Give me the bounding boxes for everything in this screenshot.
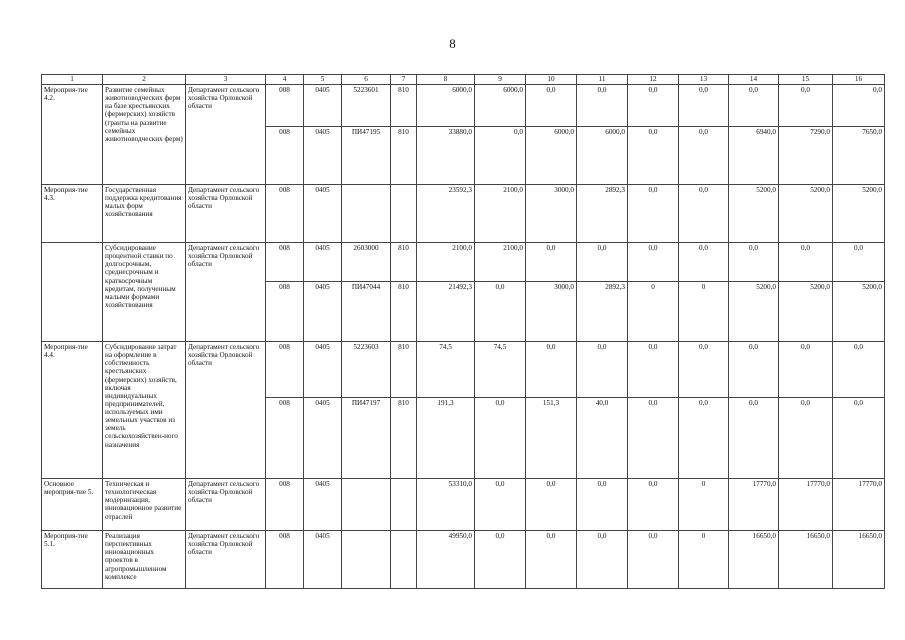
table-cell: 0405 [304, 398, 342, 479]
table-cell: 53310,0 [417, 479, 475, 531]
table-cell: ПИ47195 [342, 127, 391, 185]
table-cell [342, 479, 391, 531]
table-row [42, 243, 885, 282]
measure-title: Реализация перспективных инновационных проектов в агропромышленном комплексе [103, 531, 186, 589]
table-cell: 0,0 [729, 342, 779, 398]
table-cell [391, 479, 417, 531]
table-cell: 0405 [304, 479, 342, 531]
table-row [42, 342, 885, 398]
table-cell: 0,0 [526, 342, 577, 398]
table-cell: 6000,0 [526, 127, 577, 185]
table-cell: 0,0 [628, 398, 679, 479]
table-cell: 3000,0 [526, 282, 577, 342]
table-cell: 810 [391, 243, 417, 282]
table-cell: 0,0 [628, 342, 679, 398]
table-cell: 16650,0 [833, 531, 885, 589]
responsible-dept: Департамент сельского хозяйства Орловской области [186, 479, 266, 531]
table-cell: 0405 [304, 531, 342, 589]
col-header: 8 [417, 75, 475, 85]
table-cell: 0,0 [628, 243, 679, 282]
table-cell: 0,0 [833, 243, 885, 282]
table-cell: 0,0 [526, 531, 577, 589]
table-cell: 2100,0 [475, 185, 526, 243]
table-cell: 0,0 [628, 85, 679, 127]
table-cell: 008 [266, 479, 304, 531]
table-cell: 008 [266, 243, 304, 282]
table-cell: 6000,0 [577, 127, 628, 185]
table-cell [391, 185, 417, 243]
table-cell: 0,0 [475, 531, 526, 589]
col-header: 12 [628, 75, 679, 85]
table-cell: 0,0 [679, 398, 729, 479]
table-cell: 6940,0 [729, 127, 779, 185]
table-cell: ПИ47044 [342, 282, 391, 342]
table-cell: 810 [391, 398, 417, 479]
responsible-dept: Департамент сельского хозяйства Орловской области [186, 85, 266, 185]
table-cell: 0,0 [577, 85, 628, 127]
table-cell: 191,3 [417, 398, 475, 479]
table-cell: 0,0 [628, 479, 679, 531]
table-cell: 0405 [304, 342, 342, 398]
col-header: 5 [304, 75, 342, 85]
table-cell: 49950,0 [417, 531, 475, 589]
col-header: 9 [475, 75, 526, 85]
table-cell: 810 [391, 85, 417, 127]
table-cell: 0,0 [526, 243, 577, 282]
table-cell: 810 [391, 282, 417, 342]
col-header: 11 [577, 75, 628, 85]
table-cell: 0,0 [779, 398, 833, 479]
table-cell: 0,0 [577, 243, 628, 282]
table-cell: 7290,0 [779, 127, 833, 185]
table-cell: 008 [266, 531, 304, 589]
table-cell: 0,0 [577, 479, 628, 531]
table-row [42, 85, 885, 127]
col-header: 13 [679, 75, 729, 85]
col-header: 15 [779, 75, 833, 85]
table-cell: 0405 [304, 127, 342, 185]
col-header: 14 [729, 75, 779, 85]
table-cell: 74,5 [475, 342, 526, 398]
col-header: 7 [391, 75, 417, 85]
table-cell: 0,0 [628, 185, 679, 243]
table-cell: 0,0 [679, 342, 729, 398]
table-cell: 0,0 [779, 342, 833, 398]
table-cell: 23592,3 [417, 185, 475, 243]
table-cell: 0 [679, 282, 729, 342]
table-cell: 5200,0 [779, 185, 833, 243]
measure-title: Государственная поддержка кредитования малых форм хозяйствования [103, 185, 186, 243]
table-cell: 0,0 [475, 127, 526, 185]
table-cell: 0,0 [475, 282, 526, 342]
measure-code: Мероприя-тие 4.2. [42, 85, 103, 185]
table-cell: 2603000 [342, 243, 391, 282]
table-cell: 0,0 [729, 85, 779, 127]
responsible-dept: Департамент сельского хозяйства Орловской области [186, 531, 266, 589]
measure-code: Мероприя-тие 4.3. [42, 185, 103, 243]
table-cell: 74,5 [417, 342, 475, 398]
table-cell: 33880,0 [417, 127, 475, 185]
table-cell: 008 [266, 342, 304, 398]
table-cell: 6000,0 [417, 85, 475, 127]
table-cell: 0,0 [729, 398, 779, 479]
table-cell: 3000,0 [526, 185, 577, 243]
table-cell: 0,0 [628, 531, 679, 589]
table-cell: 5200,0 [833, 185, 885, 243]
table-cell: 17770,0 [833, 479, 885, 531]
program-table [41, 74, 885, 589]
table-row [42, 185, 885, 243]
table-cell: 0,0 [679, 185, 729, 243]
table-cell: 5200,0 [833, 282, 885, 342]
table-cell: 40,0 [577, 398, 628, 479]
table-cell: 16650,0 [779, 531, 833, 589]
col-header: 10 [526, 75, 577, 85]
table-cell: 2892,3 [577, 282, 628, 342]
table-cell: 008 [266, 127, 304, 185]
measure-title: Субсидирование затрат на оформление в собственность крестьянских (фермерских) хозяйств, включая индивидуальных предпринимателей, используемых ими земельных участков из земель сельскохозяйствен-ного назначения [103, 342, 186, 479]
table-cell: 008 [266, 85, 304, 127]
table-cell: 5200,0 [729, 282, 779, 342]
table-row [42, 479, 885, 531]
table-cell: 0405 [304, 243, 342, 282]
table-cell: 5200,0 [779, 282, 833, 342]
table-cell: 0,0 [679, 243, 729, 282]
table-cell: 0,0 [779, 85, 833, 127]
table-cell: 0,0 [779, 243, 833, 282]
table-cell: 5223603 [342, 342, 391, 398]
table-cell: 0 [628, 282, 679, 342]
table-cell: 2100,0 [417, 243, 475, 282]
table-cell: 0 [679, 531, 729, 589]
table-cell: 0,0 [833, 85, 885, 127]
measure-code: Основное мероприя-тие 5. [42, 479, 103, 531]
table-cell: 008 [266, 282, 304, 342]
table-cell [342, 531, 391, 589]
table-cell: 5223601 [342, 85, 391, 127]
table-cell: 0,0 [526, 85, 577, 127]
table-cell: 008 [266, 398, 304, 479]
col-header: 16 [833, 75, 885, 85]
table-cell: 0405 [304, 85, 342, 127]
table-cell: 2892,3 [577, 185, 628, 243]
table-cell: 810 [391, 342, 417, 398]
measure-title: Субсидирование процентной ставки по долгосрочным, среднесрочным и краткосрочным кредитам, полученным малыми формами хозяйствования [103, 243, 186, 342]
measure-title: Развитие семейных животноводческих ферм на базе крестьянских (фермерских) хозяйств (гранты на развитие семейных животноводческих ферм) [103, 85, 186, 185]
page-number: 8 [449, 36, 456, 51]
measure-title: Техническая и технологическая модернизация, инновационное развитие отраслей [103, 479, 186, 531]
table-cell [342, 185, 391, 243]
col-header: 3 [186, 75, 266, 85]
responsible-dept: Департамент сельского хозяйства Орловской области [186, 185, 266, 243]
table-cell: 0405 [304, 185, 342, 243]
col-header: 2 [103, 75, 186, 85]
table-cell: 810 [391, 127, 417, 185]
table-cell: 21492,3 [417, 282, 475, 342]
table-cell: 17770,0 [729, 479, 779, 531]
table-cell: 0,0 [475, 398, 526, 479]
table-row [42, 531, 885, 589]
table-cell: 16650,0 [729, 531, 779, 589]
col-header: 4 [266, 75, 304, 85]
col-header: 1 [42, 75, 103, 85]
table-cell: 0 [679, 479, 729, 531]
table-cell [391, 531, 417, 589]
table-cell: ПИ47197 [342, 398, 391, 479]
measure-code: Мероприя-тие 5.1. [42, 531, 103, 589]
table-cell: 0,0 [526, 479, 577, 531]
table-cell: 0,0 [577, 342, 628, 398]
table-cell: 2100,0 [475, 243, 526, 282]
table-cell: 0,0 [628, 127, 679, 185]
table-cell: 0,0 [577, 531, 628, 589]
table-cell: 0,0 [679, 85, 729, 127]
col-header: 6 [342, 75, 391, 85]
table-cell: 0,0 [475, 479, 526, 531]
header-row [42, 75, 885, 85]
table-cell: 7650,0 [833, 127, 885, 185]
measure-code [42, 243, 103, 342]
measure-code: Мероприя-тие 4.4. [42, 342, 103, 479]
table-cell: 6000,0 [475, 85, 526, 127]
responsible-dept: Департамент сельского хозяйства Орловской области [186, 243, 266, 342]
table-cell: 0,0 [833, 398, 885, 479]
table-cell: 5200,0 [729, 185, 779, 243]
responsible-dept: Департамент сельского хозяйства Орловской области [186, 342, 266, 479]
table-cell: 17770,0 [779, 479, 833, 531]
table-cell: 0,0 [729, 243, 779, 282]
table-cell: 0,0 [833, 342, 885, 398]
table-cell: 151,3 [526, 398, 577, 479]
table-cell: 008 [266, 185, 304, 243]
table-cell: 0,0 [679, 127, 729, 185]
table-cell: 0405 [304, 282, 342, 342]
